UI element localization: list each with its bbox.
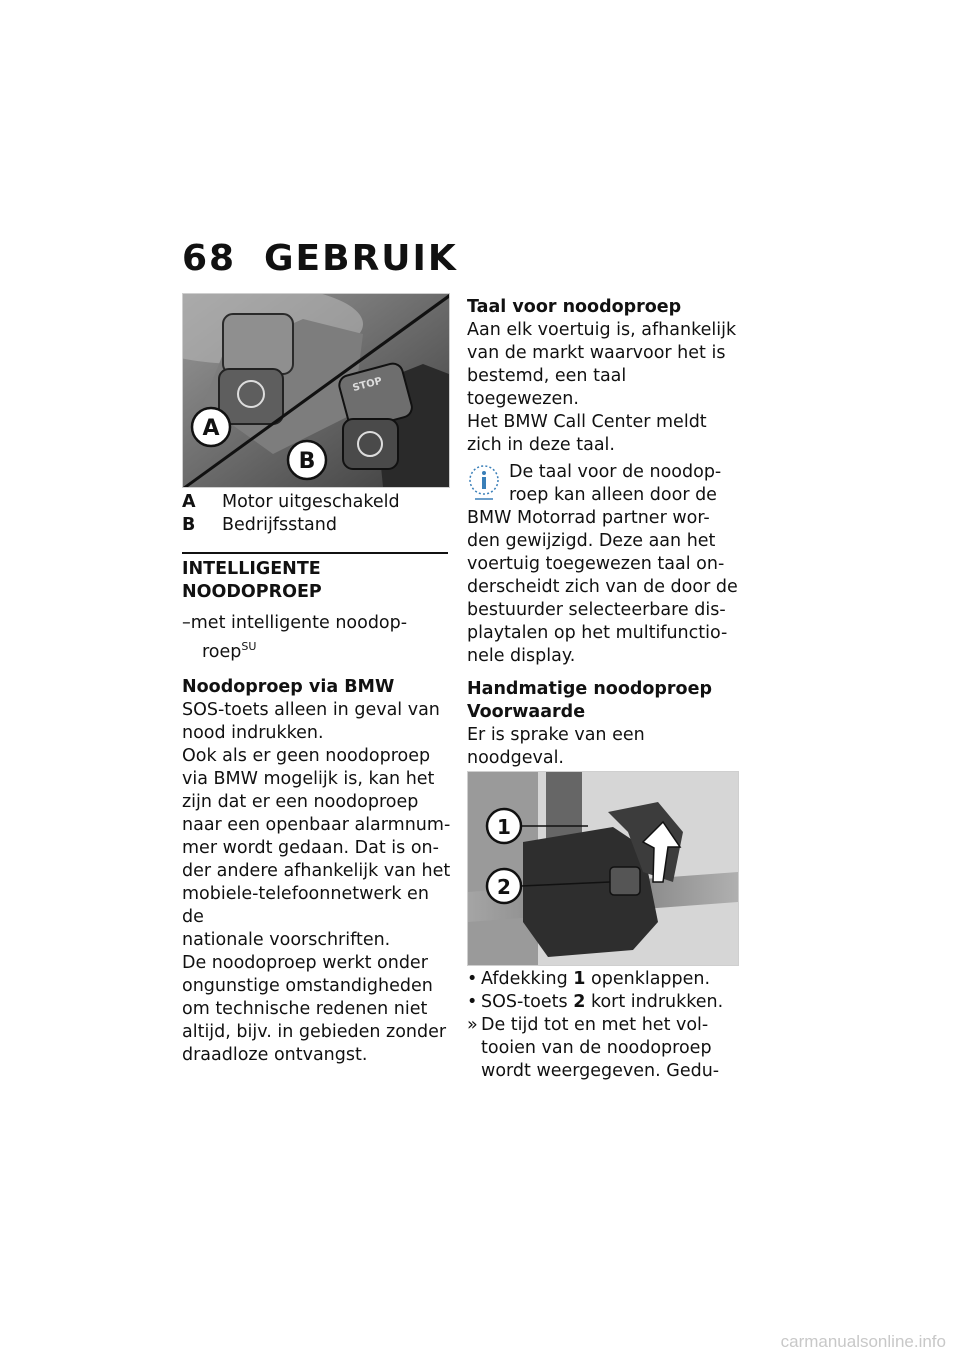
- result-line: wordt weergegeven. Gedu-: [481, 1061, 720, 1081]
- legend-text: Bedrijfsstand: [222, 515, 337, 535]
- right-column: [467, 296, 742, 816]
- figure-sos-button: [467, 771, 739, 966]
- paragraph-1: [182, 699, 452, 745]
- step-ref: 1: [573, 969, 586, 989]
- text-line: der andere afhankelijk van het: [182, 860, 451, 881]
- callout-a: A: [202, 416, 220, 441]
- section-title: [182, 558, 452, 604]
- equipment-text: roep: [202, 641, 242, 662]
- paragraph-4: [467, 319, 742, 457]
- paragraph-2: [182, 745, 452, 952]
- section-title-line: INTELLIGENTE: [182, 559, 321, 579]
- text-line: Ook als er geen noodoproep: [182, 745, 431, 766]
- result-marker: »: [467, 1015, 478, 1035]
- note-line: den gewijzigd. Deze aan het: [467, 531, 716, 551]
- step-ref: 2: [573, 992, 586, 1012]
- step-text: kort indrukken.: [585, 992, 724, 1012]
- watermark: carmanualsonline.info: [780, 1332, 946, 1351]
- step-text: SOS-toets: [481, 992, 574, 1012]
- text-line: SOS-toets alleen in geval van: [182, 699, 440, 720]
- info-note: [467, 461, 742, 668]
- figure-stop-switch: [182, 293, 450, 488]
- text-line: Er is sprake van een noodgeval.: [467, 725, 645, 768]
- step-item: [467, 968, 742, 991]
- text-line: om technische redenen niet: [182, 998, 428, 1019]
- text-line: mobiele-telefoonnetwerk en de: [182, 883, 429, 927]
- note-line: De taal voor de noodop-: [509, 462, 722, 482]
- callout-b: B: [298, 449, 316, 474]
- note-line: derscheidt zich van de door de: [467, 577, 738, 597]
- note-line: playtalen op het multifunctio-: [467, 623, 728, 643]
- equipment-line: [182, 635, 452, 664]
- text-line: via BMW mogelijk is, kan het: [182, 768, 435, 789]
- paragraph-3: [182, 952, 452, 1067]
- note-line: voertuig toegewezen taal on-: [467, 554, 725, 574]
- section-divider: [182, 552, 448, 554]
- result-line: tooien van de noodoproep: [481, 1038, 712, 1058]
- chapter-title: GEBRUIK: [264, 238, 458, 279]
- bullet: •: [467, 969, 478, 989]
- bullet: •: [467, 992, 478, 1012]
- switch-stop-label: STOP: [351, 375, 384, 395]
- text-line: Het BMW Call Center meldt: [467, 412, 707, 432]
- subheading-noodoproep-bmw: Noodoproep via BMW: [182, 676, 395, 697]
- text-line: ongunstige omstandigheden: [182, 975, 433, 996]
- figure-legend: [182, 491, 448, 537]
- legend-text: Motor uitgeschakeld: [222, 492, 400, 512]
- text-line: nationale voorschriften.: [182, 929, 391, 950]
- result-item: [467, 1014, 742, 1083]
- steps-list: [467, 968, 742, 1083]
- left-column: [182, 558, 452, 1067]
- equipment-code: SU: [241, 640, 257, 653]
- equipment-line: –met intelligente noodop-: [182, 613, 408, 633]
- step-text: openklappen.: [585, 969, 711, 989]
- text-line: draadloze ontvangst.: [182, 1044, 368, 1065]
- step-item: [467, 991, 742, 1014]
- text-line: De noodoproep werkt onder: [182, 952, 428, 973]
- note-line: BMW Motorrad partner wor-: [467, 508, 710, 528]
- text-line: zijn dat er een noodoproep: [182, 791, 419, 812]
- text-line: altijd, bijv. in gebieden zonder: [182, 1021, 447, 1042]
- equipment-note: [182, 612, 452, 664]
- stop-switch-illustration: [183, 294, 449, 487]
- callout-2: 2: [497, 875, 511, 899]
- note-line: bestuurder selecteerbare dis-: [467, 600, 726, 620]
- result-line: De tijd tot en met het vol-: [481, 1015, 709, 1035]
- text-line: van de markt waarvoor het is: [467, 343, 726, 363]
- subheading-handmatig: Handmatige noodoproep: [467, 679, 712, 699]
- note-line: nele display.: [467, 646, 576, 666]
- text-line: bestemd, een taal toegewezen.: [467, 366, 627, 409]
- legend-row-b: [182, 514, 448, 537]
- page-number: 68: [182, 238, 237, 279]
- page-header: [182, 238, 458, 279]
- legend-key: A: [182, 492, 196, 512]
- section-title-line: NOODOPROEP: [182, 582, 322, 602]
- callout-1: 1: [497, 815, 511, 839]
- text-line: Aan elk voertuig is, afhankelijk: [467, 320, 737, 340]
- text-line: naar een openbaar alarmnum-: [182, 814, 451, 835]
- legend-row-a: [182, 491, 448, 514]
- step-text: Afdekking: [481, 969, 574, 989]
- subheading-voorwaarde: Voorwaarde: [467, 702, 586, 722]
- legend-key: B: [182, 515, 196, 535]
- text-line: zich in deze taal.: [467, 435, 615, 455]
- subheading-taal: Taal voor noodoproep: [467, 297, 682, 317]
- note-line: roep kan alleen door de: [509, 485, 717, 505]
- text-line: mer wordt gedaan. Dat is on-: [182, 837, 439, 858]
- text-line: nood indrukken.: [182, 722, 324, 743]
- info-icon: [467, 463, 501, 503]
- sos-button-illustration: [468, 772, 738, 965]
